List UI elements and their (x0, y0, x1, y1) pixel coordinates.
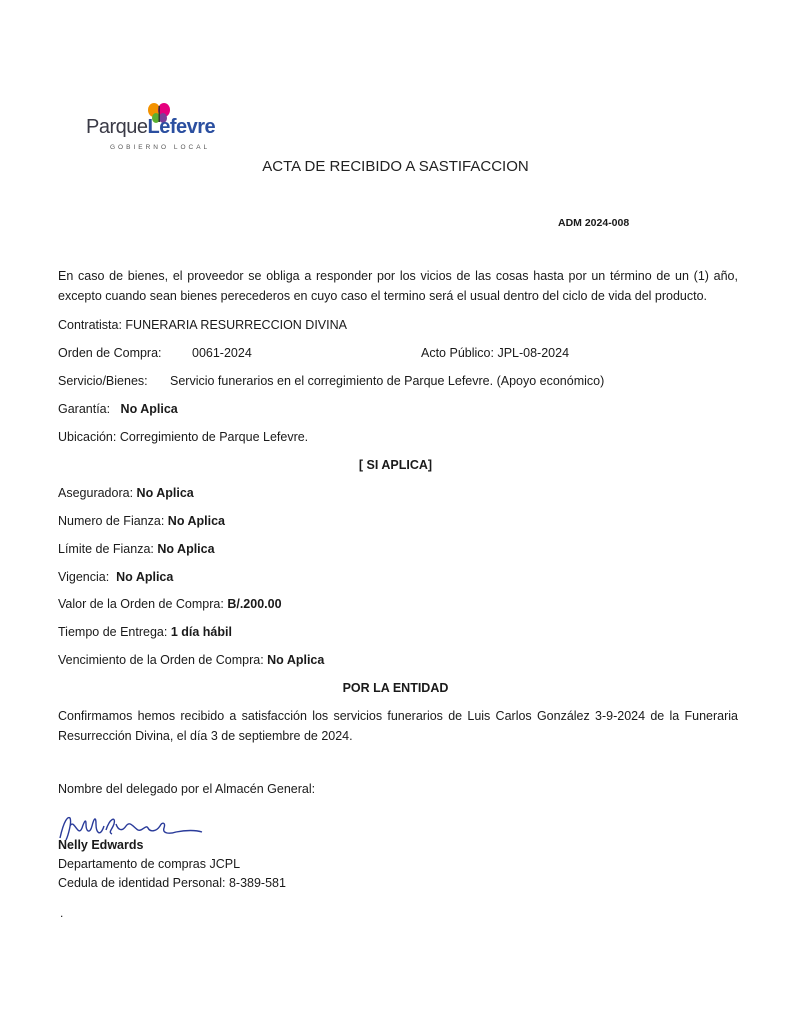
ubicacion-row (58, 430, 308, 444)
tiempo-value: 1 día hábil (170, 625, 232, 639)
logo-part1: Parque (86, 116, 148, 138)
intro-paragraph: En caso de bienes, el proveedor se obliga a responder por los vicios de las cosas hasta por un término de un (1) año, excepto cuando sean bienes perecederos en cuyo caso el termino será el usual dentro del ciclo de vida del producto. (58, 269, 738, 303)
contratista-value: FUNERARIA RESURRECCION DIVINA (125, 318, 347, 332)
contratista-row (58, 318, 347, 332)
acto-label: Acto Público: (421, 346, 494, 360)
delegado-label: Nombre del delegado por el Almacén General: (58, 782, 316, 796)
vigencia-value: No Aplica (116, 570, 174, 584)
orden-label: Orden de Compra: (58, 346, 162, 360)
vencimiento-label: Vencimiento de la Orden de Compra: (58, 653, 264, 667)
document-title: ACTA DE RECIBIDO A SASTIFACCION (262, 158, 529, 175)
valor-label: Valor de la Orden de Compra: (58, 597, 224, 611)
vigencia-label: Vigencia: (58, 570, 110, 584)
si-aplica-heading: [ SI APLICA] (358, 458, 433, 472)
ubicacion-value: Corregimiento de Parque Lefevre. (119, 430, 309, 444)
limite-row (58, 542, 215, 556)
tiempo-row (58, 625, 232, 639)
contratista-label: Contratista: (58, 318, 122, 332)
aseguradora-value: No Aplica (136, 486, 194, 500)
garantia-value: No Aplica (120, 402, 178, 416)
aseguradora-label: Aseguradora: (58, 486, 134, 500)
logo-part2: Lefevre (147, 116, 216, 138)
valor-row (58, 597, 282, 611)
document-number: ADM 2024-008 (558, 217, 630, 229)
signer-name: Nelly Edwards (58, 838, 144, 852)
tiempo-label: Tiempo de Entrega: (58, 625, 168, 639)
limite-value: No Aplica (157, 542, 215, 556)
servicio-label: Servicio/Bienes: (58, 374, 148, 388)
valor-value: B/.200.00 (227, 597, 282, 611)
acto-value: JPL-08-2024 (497, 346, 570, 360)
trailing-mark: . (60, 906, 64, 920)
logo-subtitle: GOBIERNO LOCAL (110, 144, 211, 151)
garantia-label: Garantía: (58, 402, 111, 416)
garantia-row (58, 402, 178, 416)
acto-row (421, 346, 569, 360)
ubicacion-label: Ubicación: (58, 430, 117, 444)
vigencia-row (58, 570, 173, 584)
vencimiento-row (58, 653, 324, 667)
signer-department: Departamento de compras JCPL (58, 857, 241, 871)
servicio-value: Servicio funerarios en el corregimiento de Parque Lefevre. (Apoyo económico) (170, 374, 605, 388)
vencimiento-value: No Aplica (267, 653, 325, 667)
aseguradora-row (58, 486, 194, 500)
orden-row (58, 346, 162, 360)
fianza-value: No Aplica (167, 514, 225, 528)
signer-id: Cedula de identidad Personal: 8-389-581 (58, 876, 286, 890)
logo-wordmark (86, 116, 215, 139)
por-la-entidad-heading: POR LA ENTIDAD (342, 681, 449, 695)
fianza-label: Numero de Fianza: (58, 514, 165, 528)
confirmation-paragraph: Confirmamos hemos recibido a satisfacción los servicios funerarios de Luis Carlos González 3-9-2024 de la Funeraria Resurrección Divina, el día 3 de septiembre de 2024. (58, 709, 738, 743)
orden-value: 0061-2024 (192, 346, 252, 360)
servicio-row (58, 374, 148, 388)
fianza-row (58, 514, 225, 528)
limite-label: Límite de Fianza: (58, 542, 154, 556)
